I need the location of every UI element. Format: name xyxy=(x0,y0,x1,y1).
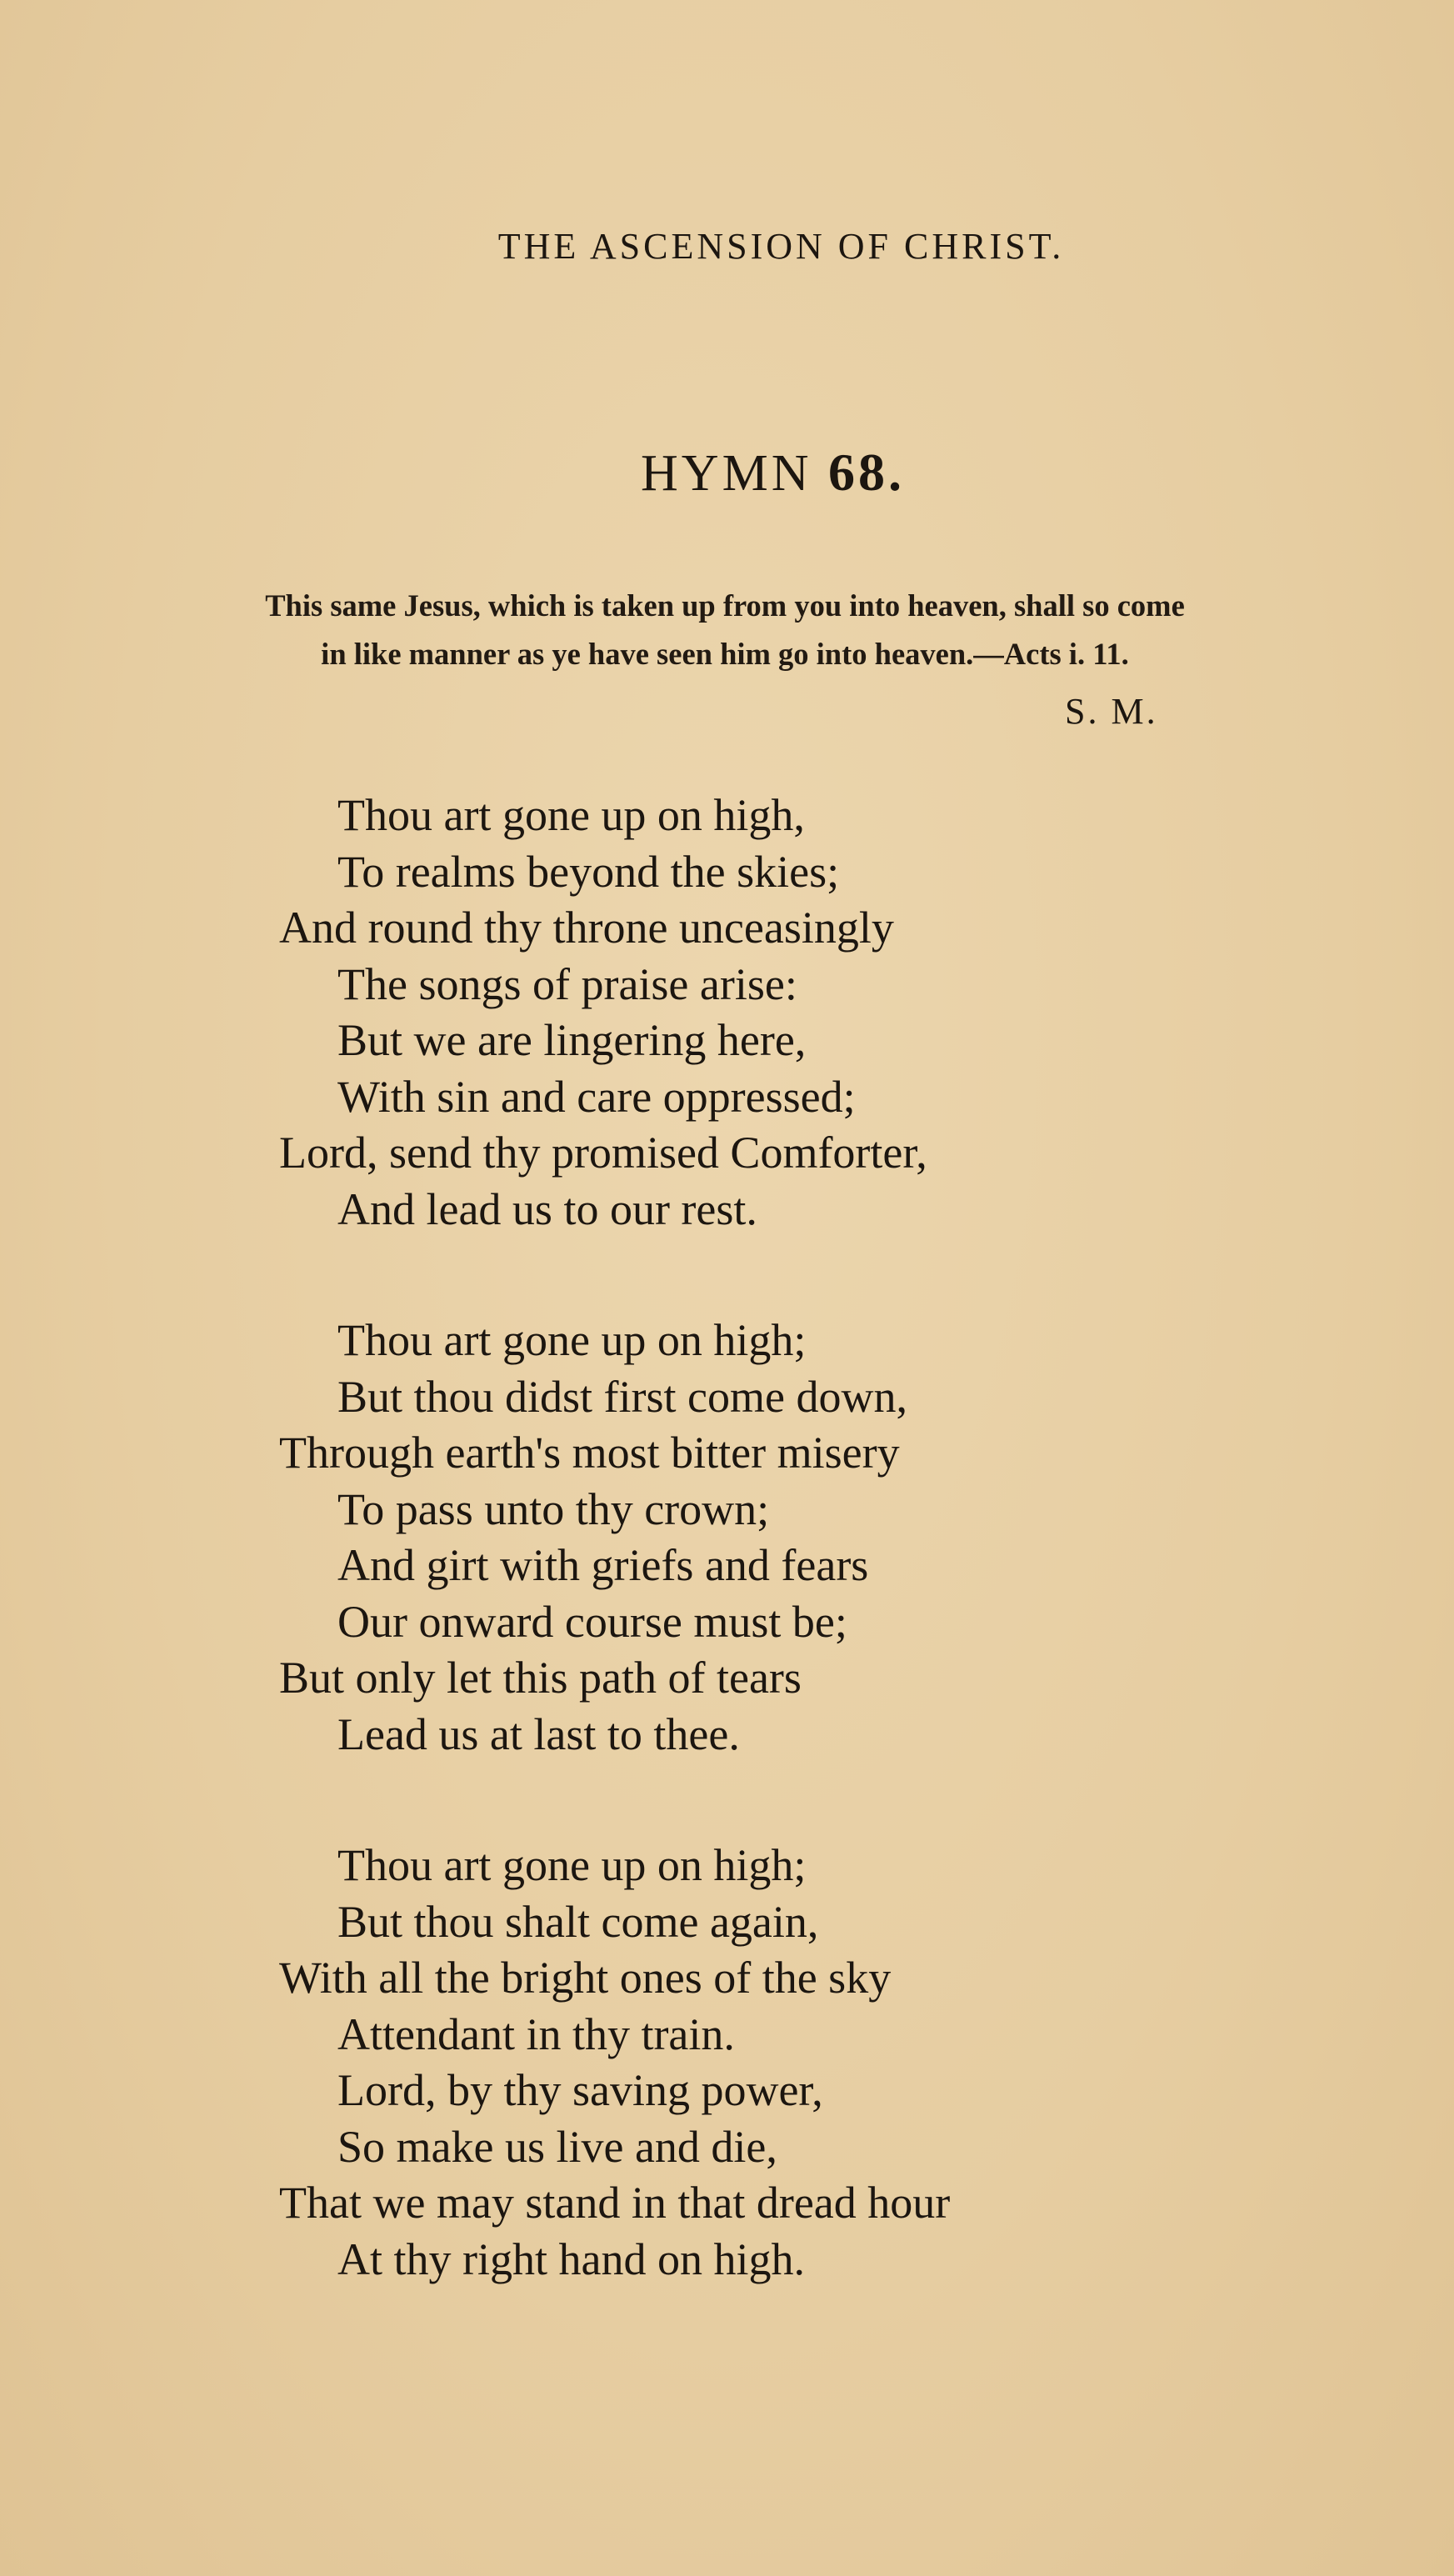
verse-line: That we may stand in that dread hour xyxy=(279,2178,951,2228)
verse-line: But thou shalt come again, xyxy=(337,1896,819,1947)
verse-line: At thy right hand on high. xyxy=(337,2233,805,2284)
verse-line: Thou art gone up on high; xyxy=(337,1315,807,1365)
verse-line: So make us live and die, xyxy=(337,2121,777,2172)
verse-line: Lord, send thy promised Comforter, xyxy=(279,1128,927,1178)
hymn-number: 68. xyxy=(827,443,905,502)
verse-line: Through earth's most bitter misery xyxy=(279,1428,900,1478)
verse-line: To realms beyond the skies; xyxy=(337,846,840,897)
verse-line: With all the bright ones of the sky xyxy=(279,1953,892,2003)
epigraph-line: in like manner as ye have seen him go into heaven.—Acts i. 11. xyxy=(321,637,1129,671)
verse-line: But thou didst first come down, xyxy=(337,1371,907,1422)
epigraph-line: This same Jesus, which is taken up from you into heaven, shall so come xyxy=(265,588,1185,623)
verse-line: Lead us at last to thee. xyxy=(337,1708,740,1759)
verse-line: Our onward course must be; xyxy=(337,1596,847,1647)
hymn-title xyxy=(0,442,1454,503)
verse-line: But we are lingering here, xyxy=(337,1015,807,1065)
stanza-3 xyxy=(279,1838,950,2288)
verse-line: Thou art gone up on high; xyxy=(337,1840,807,1890)
verse-line: Lord, by thy saving power, xyxy=(337,2065,823,2115)
verse-line: The songs of praise arise: xyxy=(337,958,797,1009)
stanza-1 xyxy=(279,788,927,1238)
verse-line: Attendant in thy train. xyxy=(337,2008,735,2059)
verse-line: With sin and care oppressed; xyxy=(337,1071,856,1122)
verse-line: And girt with griefs and fears xyxy=(337,1540,869,1590)
meter: S. M. xyxy=(1065,691,1158,732)
verse-line: And round thy throne unceasingly xyxy=(279,903,894,953)
verse-line: And lead us to our rest. xyxy=(337,1183,757,1234)
epigraph xyxy=(108,582,1342,678)
verse-line: To pass unto thy crown; xyxy=(337,1483,770,1534)
stanza-2 xyxy=(279,1313,907,1763)
verse-line: But only let this path of tears xyxy=(279,1653,802,1703)
hymn-label: HYMN xyxy=(641,445,812,502)
verse-line: Thou art gone up on high, xyxy=(337,790,805,840)
running-head: THE ASCENSION OF CHRIST. xyxy=(497,226,1065,267)
